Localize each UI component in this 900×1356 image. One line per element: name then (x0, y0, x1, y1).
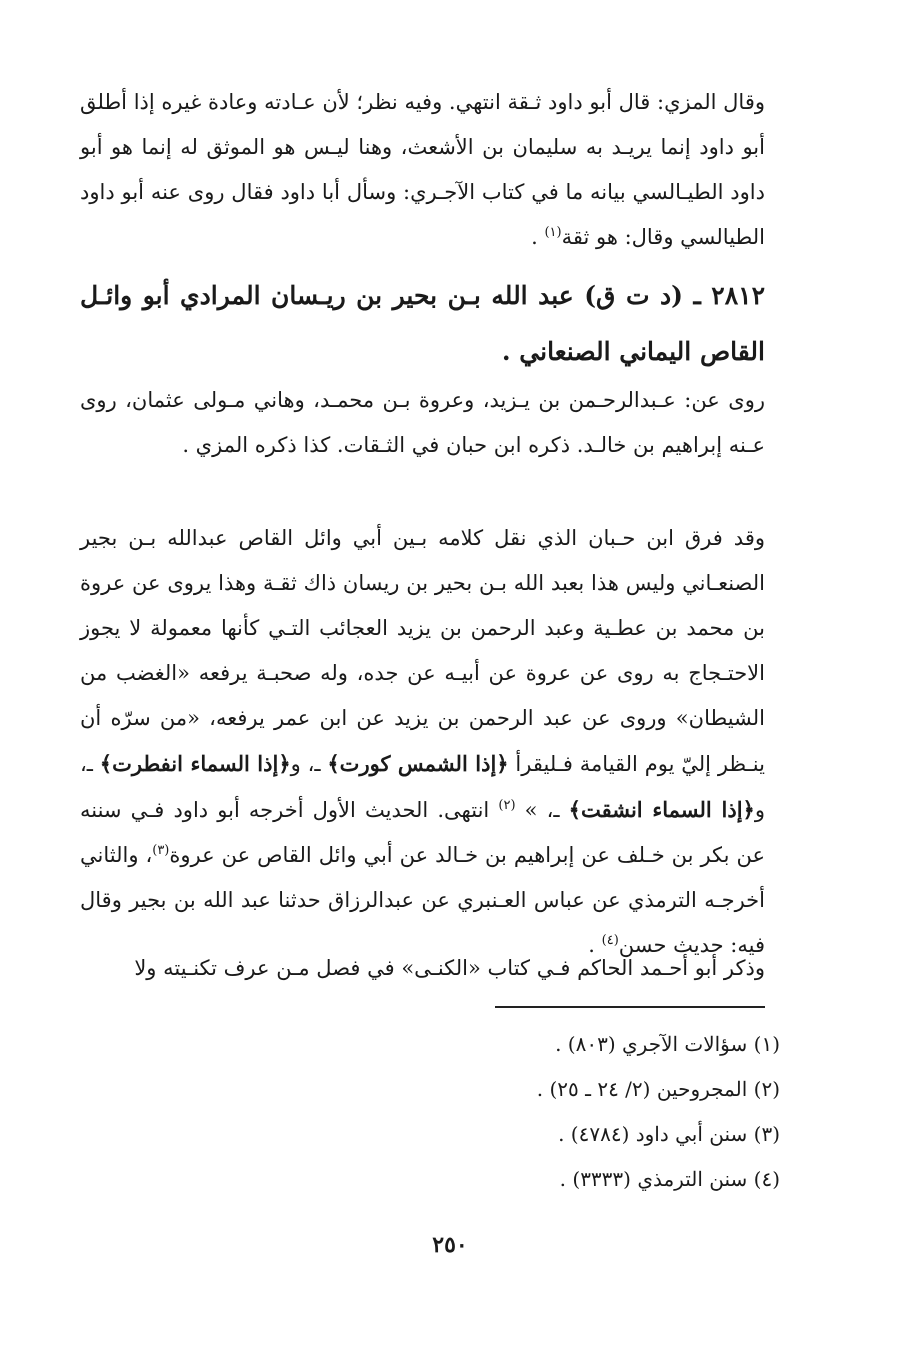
footnote-3: (٣) سنن أبي داود (٤٧٨٤) . (558, 1122, 780, 1146)
paragraph-2: روى عن: عـبدالرحـمن بن يـزيد، وعروة بـن محمـد، وهاني مـولى عثمان، روى عـنه إبراهيم بن خالـد. ذكره ابن حبان في الثـقات. كذا ذكره المزي . (80, 388, 765, 457)
entry-heading: ٢٨١٢ ـ (د ت ق) عبد الله بـن بحير بن ريـسان المرادي أبو وائـل القاص اليماني الصنعاني . (80, 281, 765, 366)
footnote-divider (495, 1006, 765, 1008)
paragraph-3-text-c: ـ، و (80, 752, 765, 822)
paragraph-1-text: وقال المزي: قال أبو داود ثـقة انتهي. وفيه نظر؛ لأن عـادته وعادة غيره إذا أطلق أبو داود إنما يريـد به سليمان بن الأشعث، وهنا ليـس هو الموثق له إنما هو أبو داود الطيـالسي بيانه ما في كتاب الآجـري: وسأل أبا داود فقال روى عنه أبو داود الطيالسي وقال: هو ثقة (80, 90, 765, 249)
paragraph-3-text-b: ـ، و (290, 752, 328, 776)
paragraph-3-text-d: ـ، » (515, 798, 569, 822)
footnote-2: (٢) المجروحين (٢/ ٢٤ ـ ٢٥) . (536, 1077, 780, 1101)
paragraph-3-text-a: وقد فرق ابن حـبان الذي نقل كلامه بـين أبي وائل القاص عبدالله بـن بجير الصنعـاني وليس هذا بعبد الله بـن بحير بن ريسان ذاك ثقـة وهذا يروى عن عروة بن محمد بن عطـية وعبد الرحمن بن يزيد العجائب التـي كأنها معمولة لا يجوز الاحتـجاج به روى عن عروة عن أبيـه عن جده، وله صحبـة يرفعه «الغضب من الشيطان» وروى عن عبد الرحمن بن يزيد عن ابن عمر يرفعه، «من سرّه أن ينـظر إليّ يوم القيامة فـليقرأ (80, 526, 765, 776)
paragraph-4: وذكر أبو أحـمد الحاكم فـي كتاب «الكنـى» في فصل مـن عرف تكنـيته ولا (134, 956, 765, 980)
paragraph-1-end: . (531, 225, 545, 249)
footnote-ref-4[interactable]: (٤) (601, 933, 619, 948)
footnote-1: (١) سؤالات الآجري (٨٠٣) . (555, 1032, 780, 1056)
footnote-4: (٤) سنن الترمذي (٣٣٣٣) . (559, 1167, 780, 1191)
quran-verse-3: ﴿إذا السماء انشقت﴾ (568, 797, 755, 822)
paragraph-1 (80, 80, 765, 260)
page-number: ٢٥٠ (432, 1232, 468, 1258)
quran-verse-1: ﴿إذا الشمس كورت﴾ (327, 751, 509, 776)
footnote-ref-2[interactable]: (٢) (498, 798, 516, 813)
quran-verse-2: ﴿إذا السماء انفطرت﴾ (99, 751, 291, 776)
footnote-ref-3[interactable]: (٣) (152, 843, 170, 858)
footnotes-section (80, 1022, 780, 1202)
paragraph-3 (80, 516, 765, 968)
paragraph-3-text-g: . (588, 933, 602, 957)
footnote-ref-1[interactable]: (١) (544, 225, 562, 240)
paragraph-3-text-e: انتهى. الحديث الأول أخرجه أبو داود فـي سننه عن بكر بن خـلف عن إبراهيم بن خـالد عن أبي وائل القاص عن عروة (80, 798, 766, 867)
paragraph-3-text-f: ، والثاني أخرجـه الترمذي عن عباس العـنبري عن عبدالرزاق حدثنا عبد الله بن بجير وقال فيه: حديث حسن (80, 843, 765, 957)
